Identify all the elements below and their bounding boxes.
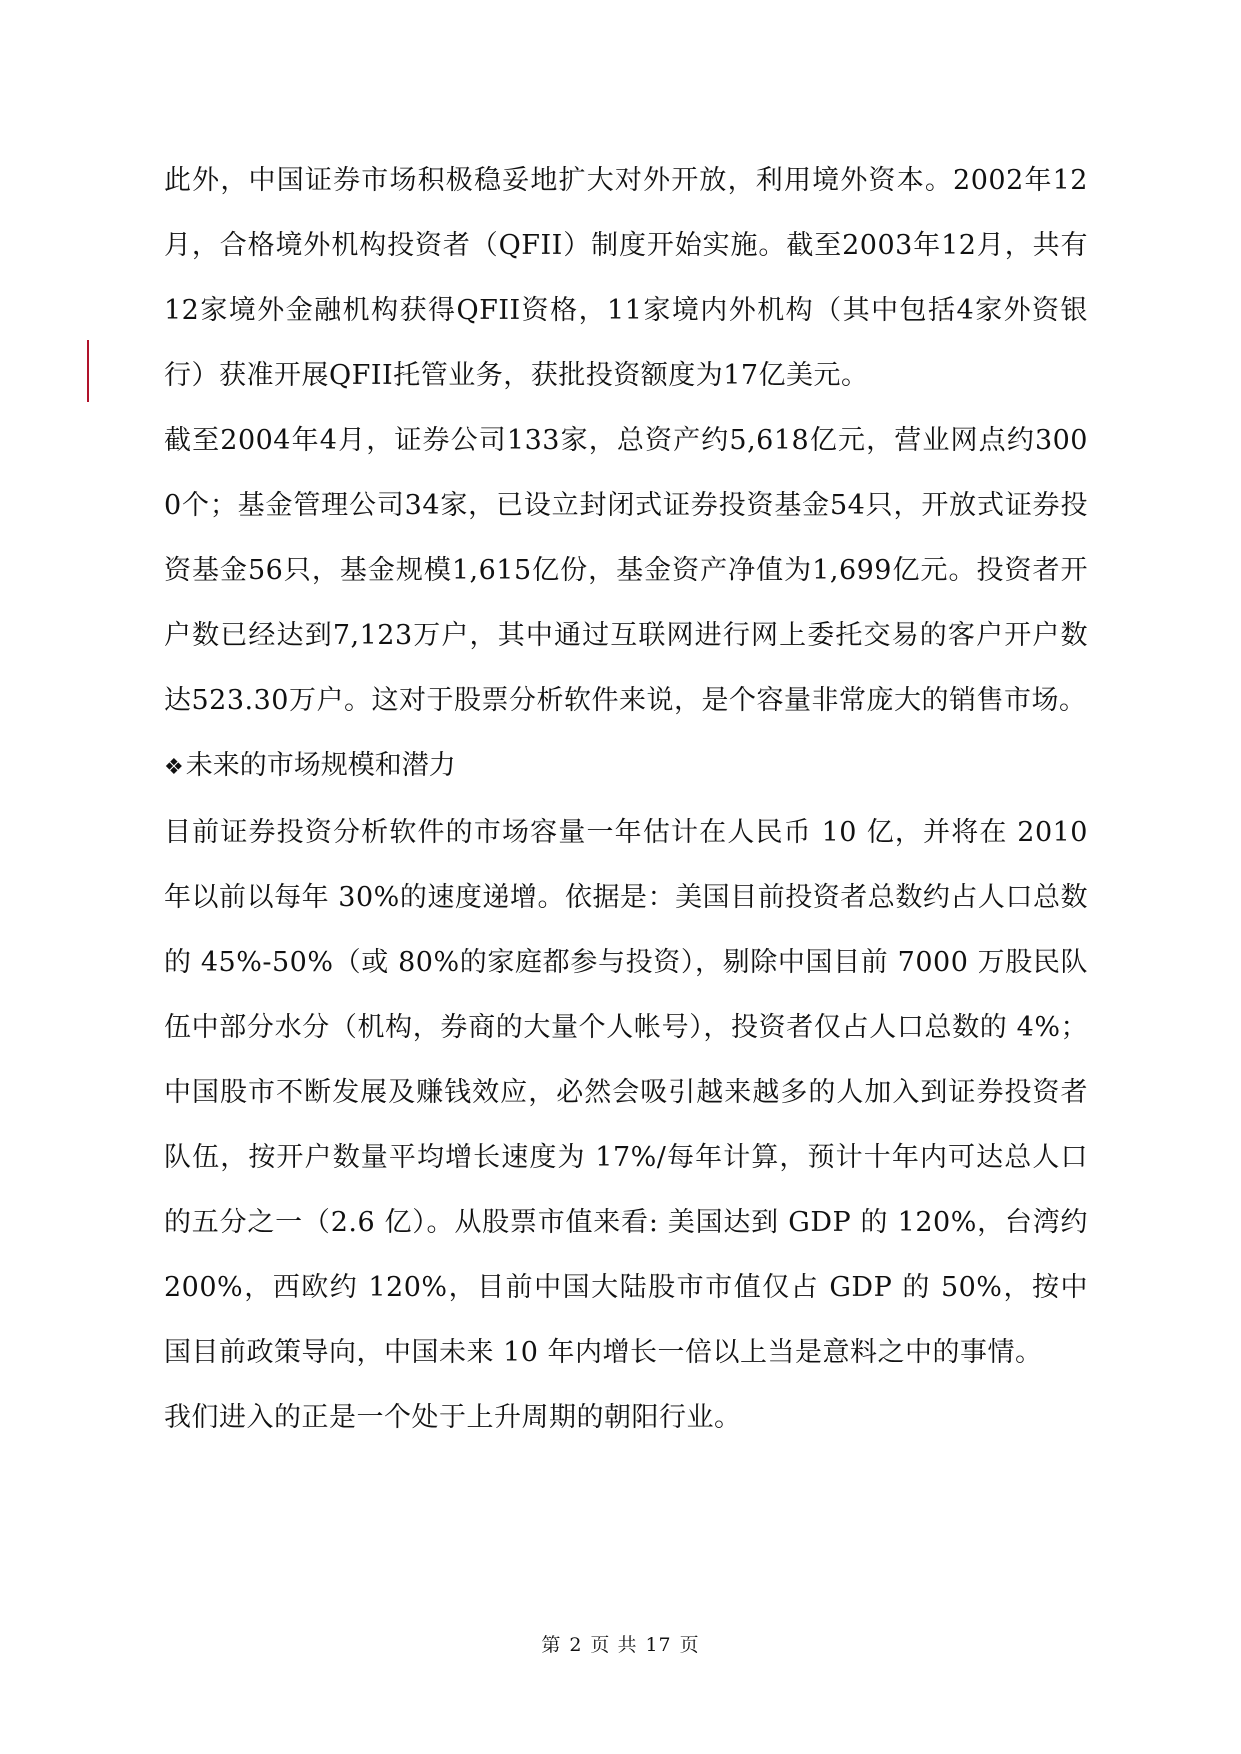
paragraph-market-stats: 截至2004年4月，证券公司133家，总资产约5,618亿元，营业网点约3000个；基金管理公司34家，已设立封闭式证券投资基金54只，开放式证券投资基金56只，基金规模1,615亿份，基金资产净值为1,699亿元。投资者开户数已经达到7,123万户，其中通过互联网进行网上委托交易的客户开户数达523.30万户。这对于股票分析软件来说，是个容量非常庞大的销售市场。 [164, 425, 1088, 716]
footer-middle: 页 共 [590, 1634, 638, 1656]
paragraph-qfii: 此外，中国证券市场积极稳妥地扩大对外开放，利用境外资本。2002年12月，合格境外机构投资者（QFII）制度开始实施。截至2003年12月，共有12家境外金融机构获得QFII资格，11家境内外机构（其中包括4家外资银行）获准开展QFII托管业务，获批投资额度为17亿美元。 [164, 165, 1088, 391]
page-footer [0, 1630, 1241, 1657]
section-heading-text: 未来的市场规模和潜力 [185, 750, 456, 781]
paragraph-conclusion: 我们进入的正是一个处于上升周期的朝阳行业。 [164, 1402, 742, 1433]
document-body [164, 148, 1088, 1450]
diamond-bullet-icon: ❖ [164, 755, 184, 780]
footer-page-number: 2 [569, 1634, 583, 1656]
footer-prefix: 第 [541, 1634, 562, 1656]
revision-change-bar [87, 340, 89, 402]
footer-total-pages: 17 [645, 1634, 672, 1656]
paragraph-market-potential: 目前证券投资分析软件的市场容量一年估计在人民币 10 亿，并将在 2010 年以前以每年 30%的速度递增。依据是：美国目前投资者总数约占人口总数的 45%-50%（或 80%的家庭都参与投资），剔除中国目前 7000 万股民队伍中部分水分（机构，券商的大量个人帐号），投资者仅占人口总数的 4%；中国股市不断发展及赚钱效应，必然会吸引越来越多的人加入到证券投资者队伍，按开户数量平均增长速度为 17%/每年计算，预计十年内可达总人口的五分之一（2.6 亿）。从股票市值来看: 美国达到 GDP 的 120%，台湾约 200%，西欧约 120%，目前中国大陆股市市值仅占 GDP 的 50%，按中国目前政策导向，中国未来 10 年内增长一倍以上当是意料之中的事情。 [164, 817, 1088, 1368]
footer-suffix: 页 [679, 1634, 700, 1656]
section-heading [164, 733, 1088, 800]
